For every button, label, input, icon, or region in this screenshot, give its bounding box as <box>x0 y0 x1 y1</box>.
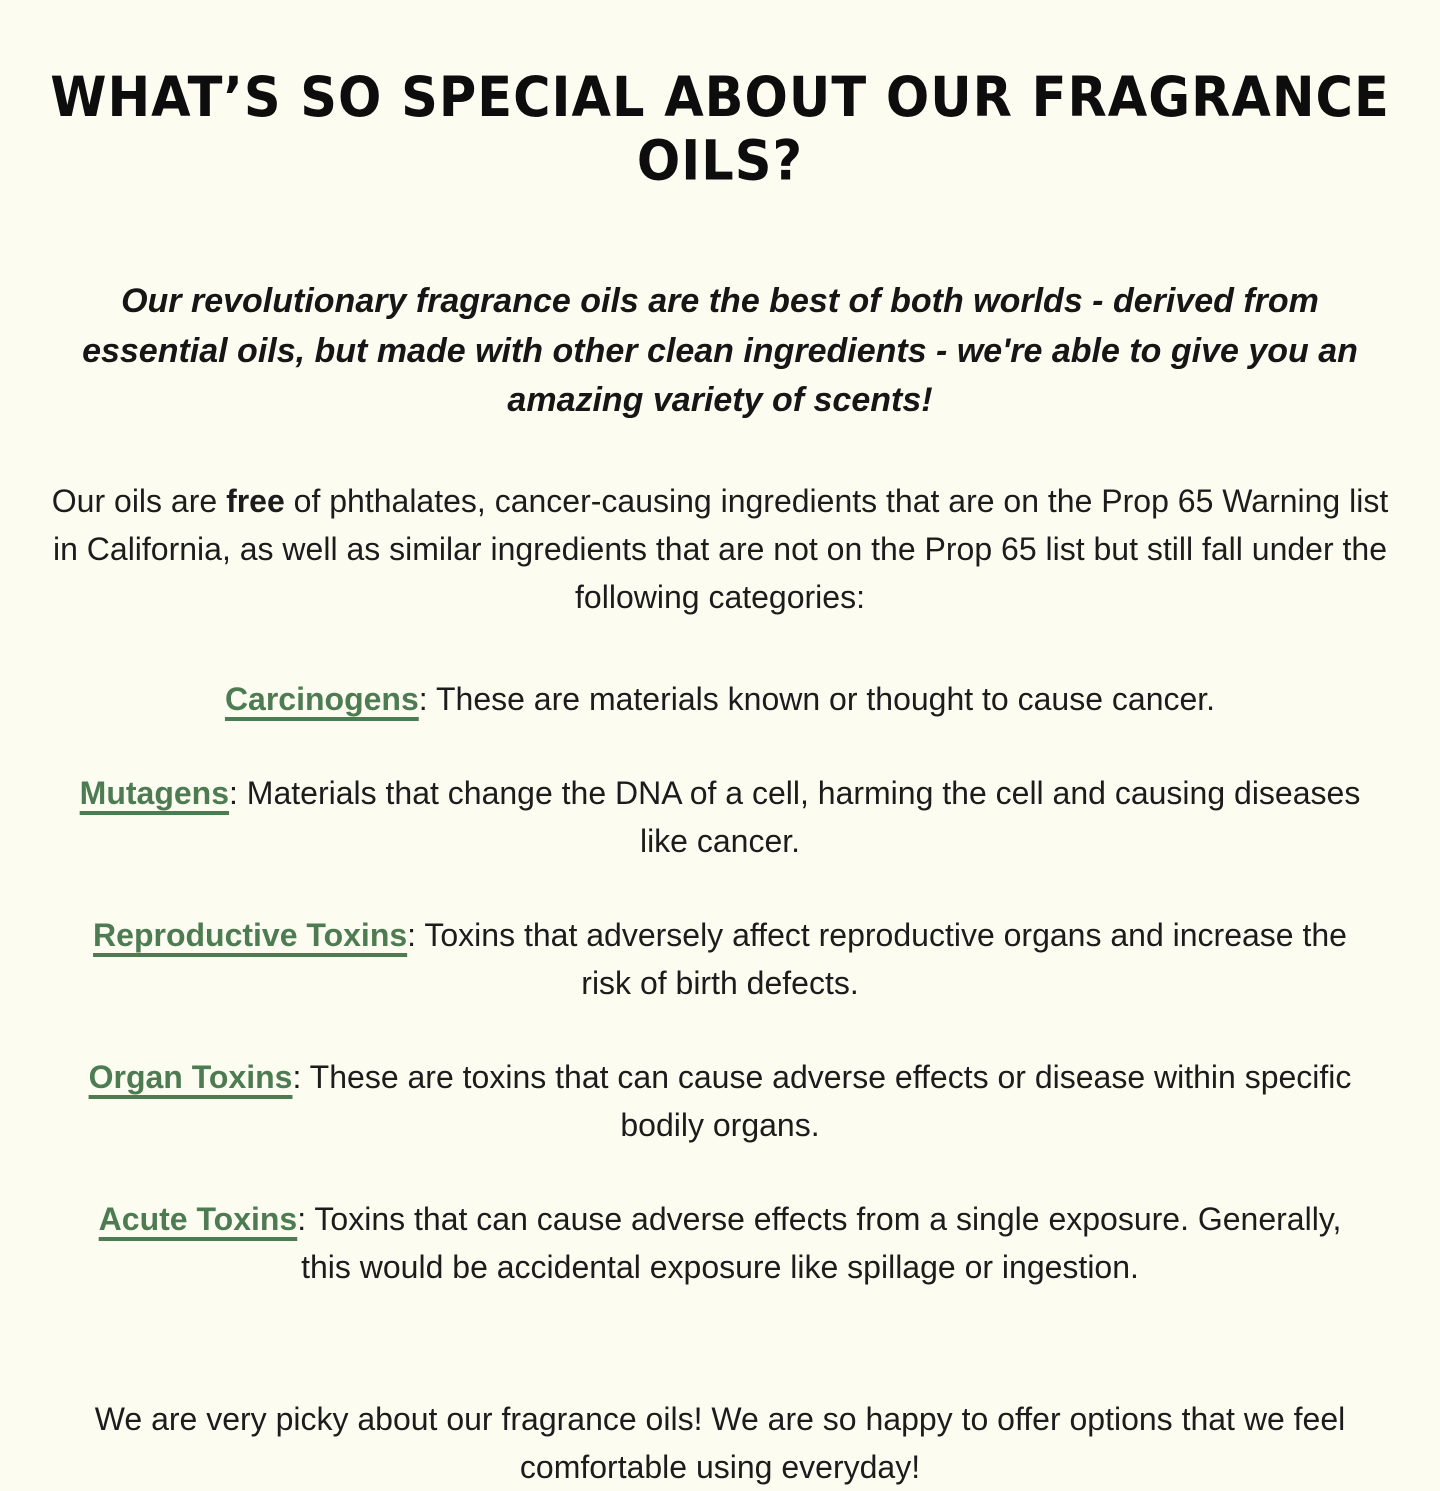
body-paragraph <box>45 477 1395 621</box>
category-item-reproductive-toxins <box>85 911 1355 1007</box>
intro-text: Our revolutionary fragrance oils are the best of both worlds - derived from essential oils, but made with other clean ingredients - we're able to give you an amazing variety of scents! <box>82 282 1358 419</box>
closing-text: We are very picky about our fragrance oils! We are so happy to offer options that we feel comfortable using everyday! <box>94 1401 1346 1486</box>
category-term-reproductive-toxins: Reproductive Toxins <box>93 917 408 954</box>
category-term-acute-toxins: Acute Toxins <box>98 1201 298 1238</box>
category-item-carcinogens <box>225 675 1215 723</box>
category-term-carcinogens: Carcinogens <box>224 681 419 718</box>
category-item-mutagens <box>55 769 1385 865</box>
category-description-organ-toxins: : These are toxins that can cause adverse effects or disease within specific bodily organs. <box>292 1059 1352 1144</box>
body-paragraph-suffix: of phthalates, cancer-causing ingredients that are on the Prop 65 Warning list in California, as well as similar ingredients that are not on the Prop 65 list but still fall under the following categories: <box>52 483 1389 616</box>
category-description-reproductive-toxins: : Toxins that adversely affect reproductive organs and increase the risk of birth defects. <box>407 917 1347 1002</box>
category-item-acute-toxins <box>85 1195 1355 1291</box>
category-description-mutagens: : Materials that change the DNA of a cell, harming the cell and causing diseases like cancer. <box>229 775 1361 860</box>
category-description-acute-toxins: : Toxins that can cause adverse effects from a single exposure. Generally, this would be accidental exposure like spillage or ingestion. <box>297 1201 1342 1286</box>
category-item-organ-toxins <box>60 1053 1380 1149</box>
body-paragraph-bold-word: free <box>226 483 285 520</box>
page-title: WHAT’S SO SPECIAL ABOUT OUR FRAGRANCE OILS? <box>50 66 1390 194</box>
category-description-carcinogens: : These are materials known or thought to cause cancer. <box>418 681 1216 718</box>
category-term-mutagens: Mutagens <box>79 775 230 812</box>
body-paragraph-prefix: Our oils are <box>51 483 227 520</box>
category-term-organ-toxins: Organ Toxins <box>88 1059 293 1096</box>
